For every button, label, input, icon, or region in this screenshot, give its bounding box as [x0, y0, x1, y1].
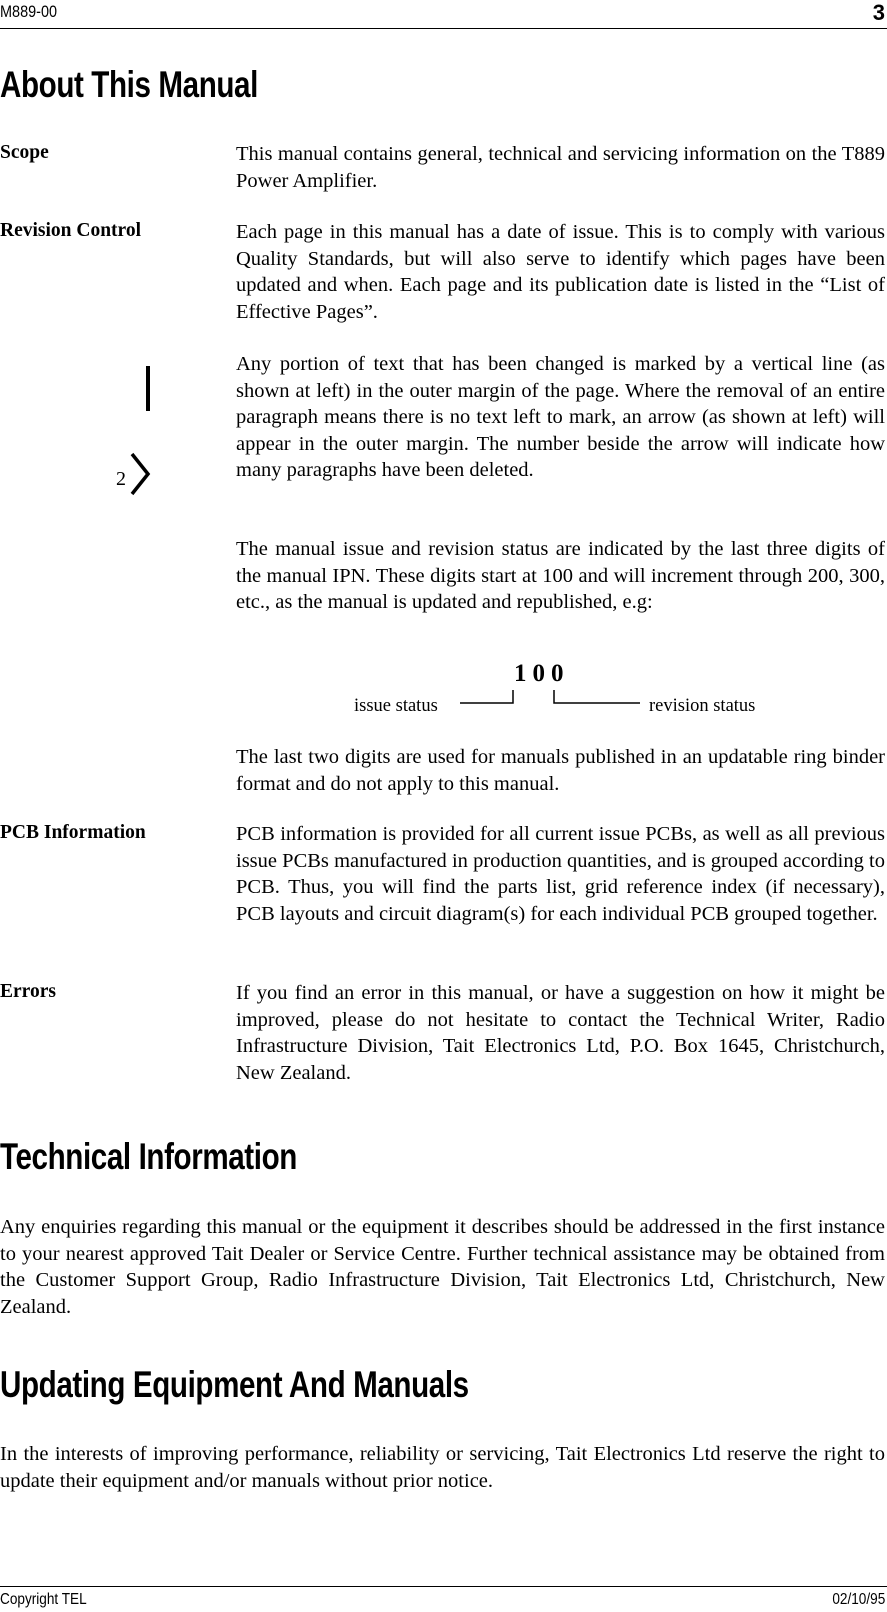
scope-text: This manual contains general, technical and servicing information on the T889 Power Amplifier. — [236, 143, 885, 192]
ipn-diagram-lines — [460, 690, 640, 710]
pcb-information-label: PCB Information — [0, 822, 146, 843]
page-header — [0, 0, 887, 29]
technical-information-title: Technical Information — [0, 1136, 297, 1177]
issue-status-label: issue status — [354, 696, 438, 716]
revision-status-label: revision status — [649, 696, 756, 716]
deleted-paragraph-count: 2 — [116, 468, 126, 490]
ipn-digits: 100 — [514, 660, 570, 687]
errors-label: Errors — [0, 981, 56, 1002]
deletion-arrow-icon — [128, 452, 152, 496]
pcb-information-text: PCB information is provided for all current issue PCBs, as well as all previous issue PCBs manufactured in production quantities, and is grouped according to PCB. Thus, you will find the parts list, grid reference index (if necessary), PCB layouts and circuit diagram(s) for each individual PCB grouped together. — [236, 823, 885, 925]
revision-text-4: The last two digits are used for manuals published in an updatable ring binder format and do not apply to this manual. — [236, 746, 885, 795]
doc-number: M889-00 — [0, 2, 58, 21]
errors-text: If you find an error in this manual, or have a suggestion on how it might be improved, please do not hesitate to contact the Technical Writer, Radio Infrastructure Division, Tait Electronics Ltd, P.O. Box 1645, Christchurch, New Zealand. — [236, 982, 885, 1084]
revision-text-2: Any portion of text that has been changed is marked by a vertical line (as shown at left) in the outer margin of the page. Where the removal of an entire paragraph means there is no text left to mark, an arrow (as shown at left) will appear in the outer margin. The number beside the arrow will indicate how many paragraphs have been deleted. — [236, 353, 885, 482]
revision-text-1: Each page in this manual has a date of issue. This is to comply with various Quality Standards, but will also serve to identify which pages have been updated and when. Each page and its publication date is listed in the “List of Effective Pages”. — [236, 221, 885, 323]
updating-text: In the interests of improving performance, reliability or servicing, Tait Electronics Ltd reserve the right to update their equipment and/or manuals without prior notice. — [0, 1443, 885, 1492]
about-title: About This Manual — [0, 64, 258, 105]
footer-date: 02/10/95 — [832, 1591, 885, 1608]
page-footer — [0, 1586, 887, 1612]
revision-control-label: Revision Control — [0, 220, 142, 241]
revision-bar-icon — [146, 366, 150, 411]
updating-title: Updating Equipment And Manuals — [0, 1364, 469, 1405]
copyright: Copyright TEL — [0, 1591, 87, 1608]
revision-text-3: The manual issue and revision status are indicated by the last three digits of the manual IPN. These digits start at 100 and will increment through 200, 300, etc., as the manual is updated and republished, e.g: — [236, 538, 885, 614]
technical-information-text: Any enquiries regarding this manual or the equipment it describes should be addressed in the first instance to your nearest approved Tait Dealer or Service Centre. Further technical assistance may be obtained from the Customer Support Group, Radio Infrastructure Division, Tait Electronics Ltd, Christchurch, New Zealand. — [0, 1216, 885, 1318]
page-number: 3 — [872, 0, 885, 25]
scope-label: Scope — [0, 142, 49, 163]
